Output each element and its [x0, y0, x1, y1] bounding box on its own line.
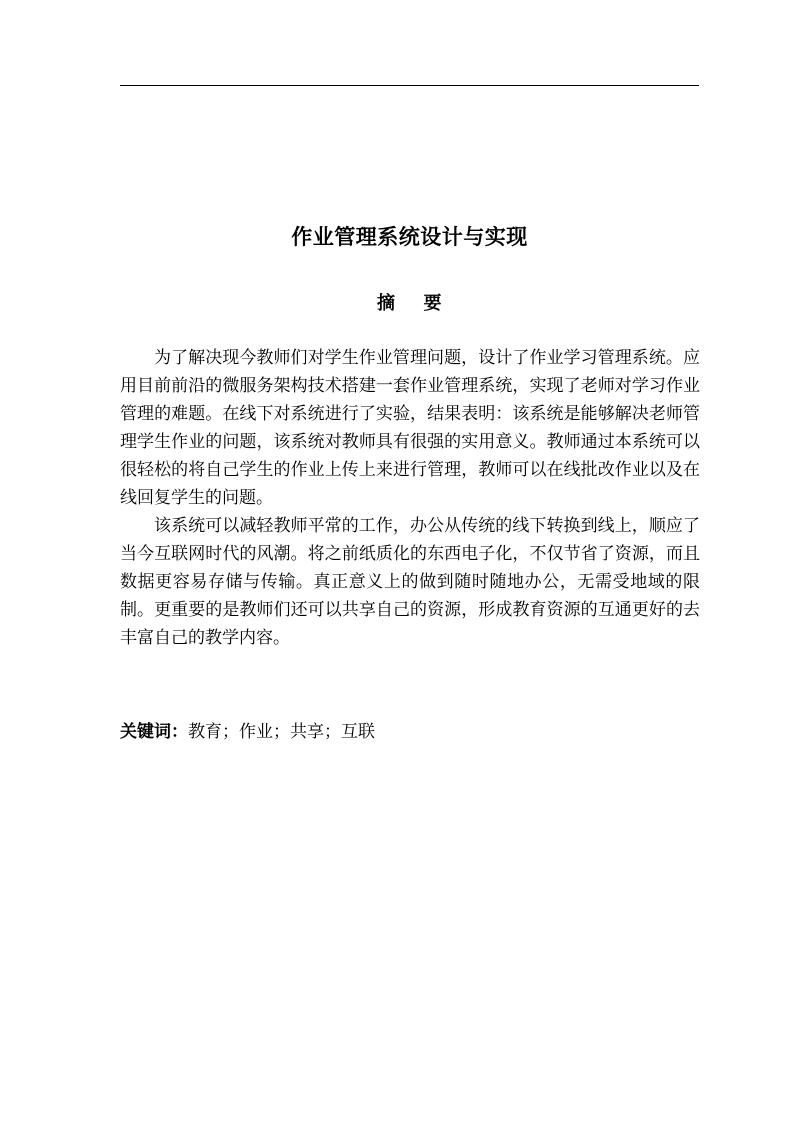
header-rule [120, 85, 699, 86]
abstract-heading-first-char: 摘 [377, 293, 396, 314]
document-title: 作业管理系统设计与实现 [291, 225, 528, 249]
keywords-line [120, 718, 699, 746]
abstract-heading-second-char: 要 [423, 293, 442, 314]
keywords-text: 教育；作业；共享；互联 [188, 722, 375, 742]
abstract-paragraph-2: 该系统可以减轻教师平常的工作，办公从传统的线下转换到线上，顺应了当今互联网时代的风潮。将之前纸质化的东西电子化，不仅节省了资源，而且数据更容易存储与传输。真正意义上的做到随时随地办公，无需受地域的限制。更重要的是教师们还可以共享自己的资源，形成教育资源的互通更好的去丰富自己的教学内容。 [120, 516, 700, 648]
keywords-label: 关键词： [120, 722, 188, 742]
abstract-body [120, 344, 700, 652]
abstract-heading [120, 290, 699, 318]
abstract-paragraph-1: 为了解决现今教师们对学生作业管理问题，设计了作业学习管理系统。应用目前前沿的微服务架构技术搭建一套作业管理系统，实现了老师对学习作业管理的难题。在线下对系统进行了实验，结果表明：该系统是能够解决老师管理学生作业的问题，该系统对教师具有很强的实用意义。教师通过本系统可以很轻松的将自己学生的作业上传上来进行管理，教师可以在线批改作业以及在线回复学生的问题。 [120, 348, 700, 508]
